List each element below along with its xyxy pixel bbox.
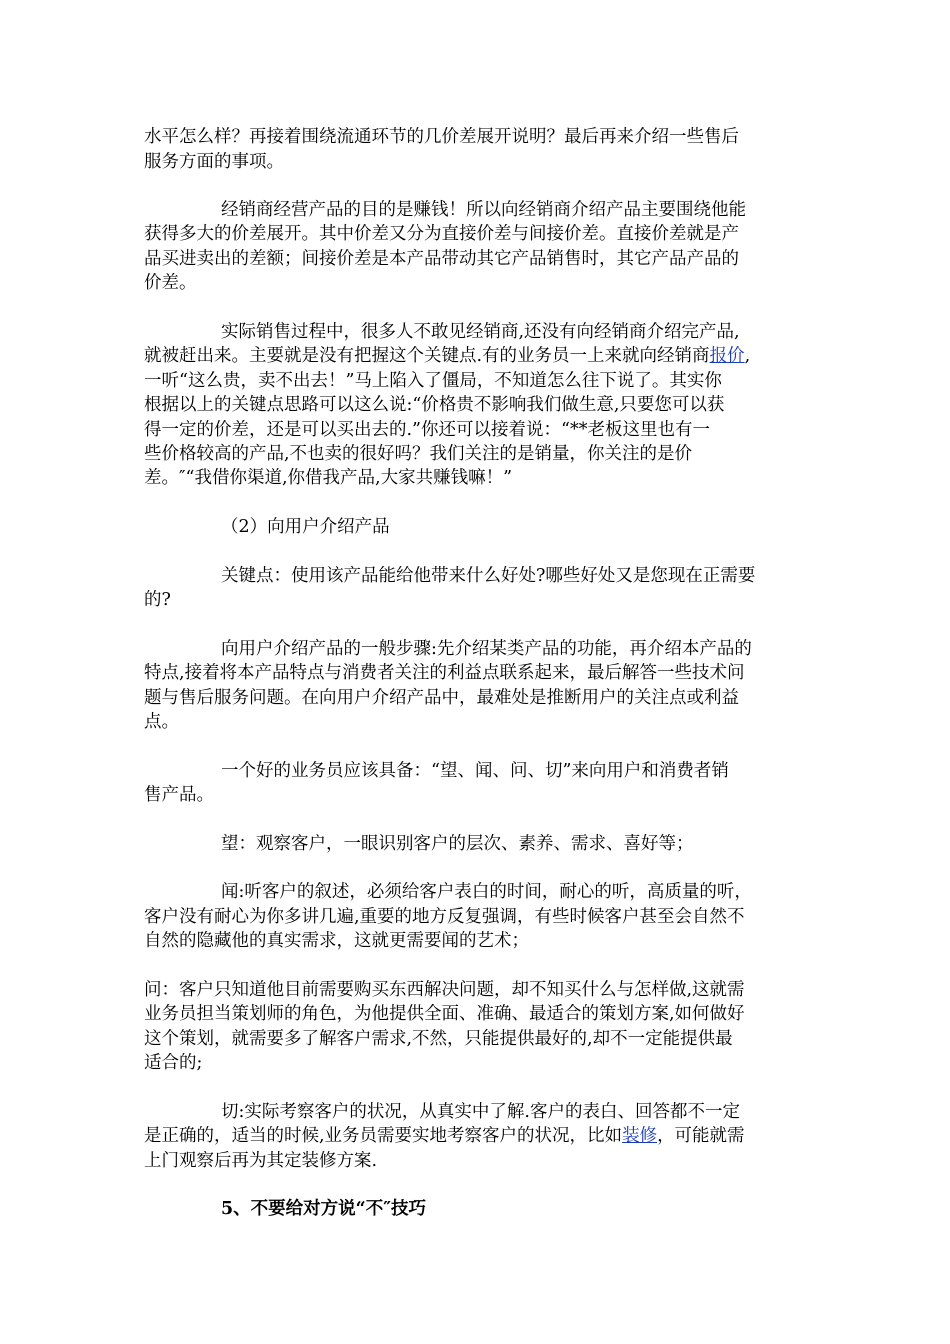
paragraph-line: 一听“这么贵，卖不出去！”马上陷入了僵局，不知道怎么往下说了。其实你 — [144, 371, 722, 391]
paragraph-line: 点。 — [144, 712, 179, 732]
paragraph-line: 适合的; — [144, 1053, 203, 1073]
paragraph-text: ，可能就需 — [657, 1126, 745, 1146]
paragraph-line: 得一定的价差，还是可以买出去的.”你还可以接着说：“**老板这里也有一 — [144, 420, 710, 440]
paragraph-line: 差。″“我借你渠道,你借我产品,大家共赚钱嘛！” — [144, 468, 513, 488]
paragraph-line: 客户没有耐心为你多讲几遍,重要的地方反复强调，有些时候客户甚至会自然不 — [144, 907, 745, 927]
paragraph-line — [144, 344, 750, 368]
paragraph-line: 关键点：使用该产品能给他带来什么好处?哪些好处又是您现在正需要 — [221, 566, 756, 586]
paragraph-line: 获得多大的价差展开。其中价差又分为直接价差与间接价差。直接价差就是产 — [144, 224, 739, 244]
paragraph-line: 切:实际考察客户的状况，从真实中了解.客户的表白、回答都不一定 — [221, 1102, 740, 1122]
paragraph-line: 一个好的业务员应该具备：“望、闻、问、切”来向用户和消费者销 — [221, 761, 729, 781]
price-quote-link[interactable]: 报价 — [709, 346, 745, 366]
section-heading: （2）向用户介绍产品 — [221, 517, 390, 537]
paragraph-line: 实际销售过程中，很多人不敢见经销商,还没有向经销商介绍完产品, — [221, 322, 740, 342]
paragraph-line: 特点,接着将本产品特点与消费者关注的利益点联系起来，最后解答一些技术问 — [144, 663, 745, 683]
paragraph-text: 是正确的，适当的时候,业务员需要实地考察客户的状况，比如 — [144, 1126, 623, 1146]
paragraph-line — [144, 1124, 745, 1148]
paragraph-line: 经销商经营产品的目的是赚钱！所以向经销商介绍产品主要围绕他能 — [221, 200, 746, 220]
paragraph-text: 就被赶出来。主要就是没有把握这个关键点.有的业务员一上来就向经销商 — [144, 346, 710, 366]
paragraph-line: 自然的隐藏他的真实需求，这就更需要闻的艺术； — [144, 931, 529, 951]
paragraph-line: 闻:听客户的叙述，必须给客户表白的时间，耐心的听，高质量的听， — [221, 882, 752, 902]
paragraph-line: 向用户介绍产品的一般步骤:先介绍某类产品的功能，再介绍本产品的 — [221, 639, 752, 659]
paragraph-line: 售产品。 — [144, 785, 214, 805]
paragraph-line: 水平怎么样？再接着围绕流通环节的几价差展开说明？最后再来介绍一些售后 — [144, 127, 739, 147]
paragraph-line: 问：客户只知道他目前需要购买东西解决问题，却不知买什么与怎样做,这就需 — [144, 980, 745, 1000]
paragraph-line: 业务员担当策划师的角色，为他提供全面、准确、最适合的策划方案,如何做好 — [144, 1004, 745, 1024]
paragraph-text: , — [744, 346, 751, 366]
decoration-link[interactable]: 装修 — [622, 1126, 658, 1146]
paragraph-line: 价差。 — [144, 273, 197, 293]
paragraph-line: 这个策划，就需要多了解客户需求,不然，只能提供最好的,却不一定能提供最 — [144, 1029, 733, 1049]
paragraph-line: 品买进卖出的差额；间接价差是本产品带动其它产品销售时，其它产品产品的 — [144, 249, 739, 269]
paragraph-line: 的? — [144, 590, 171, 610]
paragraph-line: 些价格较高的产品,不也卖的很好吗？我们关注的是销量，你关注的是价 — [144, 444, 693, 464]
paragraph-line: 服务方面的事项。 — [144, 152, 284, 172]
paragraph-line: 上门观察后再为其定装修方案. — [144, 1151, 378, 1171]
paragraph-line: 题与售后服务问题。在向用户介绍产品中，最难处是推断用户的关注点或利益 — [144, 688, 739, 708]
paragraph-line: 根据以上的关键点思路可以这么说:“价格贵不影响我们做生意,只要您可以获 — [144, 395, 725, 415]
section-heading: 5、不要给对方说“不″技巧 — [221, 1199, 427, 1219]
paragraph-line: 望：观察客户，一眼识别客户的层次、素养、需求、喜好等； — [221, 834, 694, 854]
